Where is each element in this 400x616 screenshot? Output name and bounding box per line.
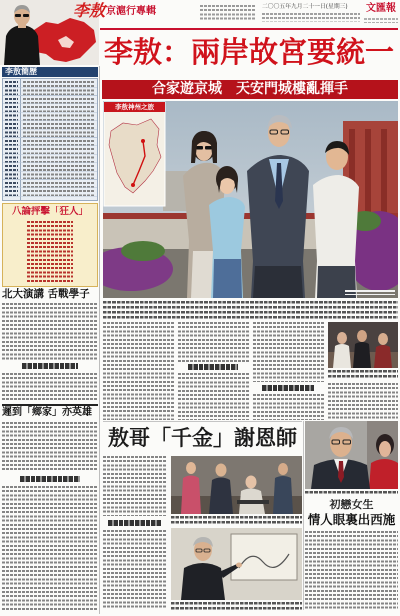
criticism-list — [27, 221, 73, 283]
bio-title: 李敖簡歷 — [2, 67, 98, 77]
lead-headline: 李敖：兩岸故宮要統一 — [103, 35, 394, 69]
lead-photo — [103, 101, 398, 298]
teacher-visit-photo — [171, 456, 302, 514]
gallery-photo — [171, 528, 302, 600]
editor-credits — [200, 5, 255, 22]
daughter-story-rule — [103, 421, 302, 422]
section-name: 李敖 — [73, 1, 106, 20]
lead-photo-credit — [345, 290, 395, 295]
criticism-box — [2, 203, 98, 287]
portrait-photo — [305, 421, 398, 489]
lead-subhead-2 — [262, 385, 314, 391]
sidebar-divider — [99, 66, 100, 614]
issue-info-line — [262, 13, 360, 22]
lead-subheadline: 合家遊京城 天安門城樓亂揮手 — [102, 80, 398, 99]
criticism-title: 八論抨擊「狂人」 — [11, 206, 88, 217]
first-love-headline: 情人眼裏出西施 — [307, 512, 396, 527]
lead-body-column-1 — [103, 322, 174, 420]
section-title: 京滬行專輯 — [106, 6, 156, 17]
masthead-logo: 文匯報 — [366, 3, 396, 14]
lead-subhead-1 — [188, 364, 238, 370]
masthead-url — [364, 18, 398, 23]
daughter-subhead — [108, 520, 162, 526]
late-title: 遲到「鄉家」亦英雄 — [2, 404, 98, 420]
teacher-visit-caption — [171, 516, 302, 525]
lead-body-column-3 — [253, 322, 324, 382]
lead-photo-caption — [103, 301, 398, 319]
right-column-divider — [303, 421, 304, 610]
bio-table-row-lines — [3, 79, 97, 200]
bio-table — [2, 78, 98, 201]
lead-body-column-4 — [328, 383, 398, 420]
lead-body-column-2 — [178, 322, 249, 362]
lecture-text — [2, 303, 98, 360]
header-rule — [100, 28, 398, 30]
portrait-photo-caption — [305, 491, 398, 496]
lecture-title: 北大演講 舌戰學子 — [2, 288, 90, 300]
daughter-text — [103, 456, 167, 516]
issue-date: 二〇〇五年九月二十一日(星期三) — [262, 4, 348, 10]
daughter-text-cont — [103, 530, 167, 610]
lead-body-column-3-cont — [253, 394, 324, 420]
gallery-photo-caption — [171, 602, 302, 610]
inset-map-label: 李敖神州之旅 — [115, 103, 154, 111]
lecture-subhead — [22, 363, 78, 369]
lead-body-column-2-cont — [178, 373, 249, 420]
late-text-cont — [2, 486, 98, 610]
late-subhead — [20, 476, 80, 482]
event-photo — [328, 322, 398, 368]
first-love-text — [305, 531, 398, 610]
lecture-text-cont — [2, 373, 98, 401]
daughter-headline: 敖哥「千金」謝恩師 — [108, 426, 297, 450]
first-love-kicker: 初戀女生 — [329, 499, 374, 511]
late-text — [2, 422, 98, 472]
event-photo-caption — [328, 370, 398, 380]
